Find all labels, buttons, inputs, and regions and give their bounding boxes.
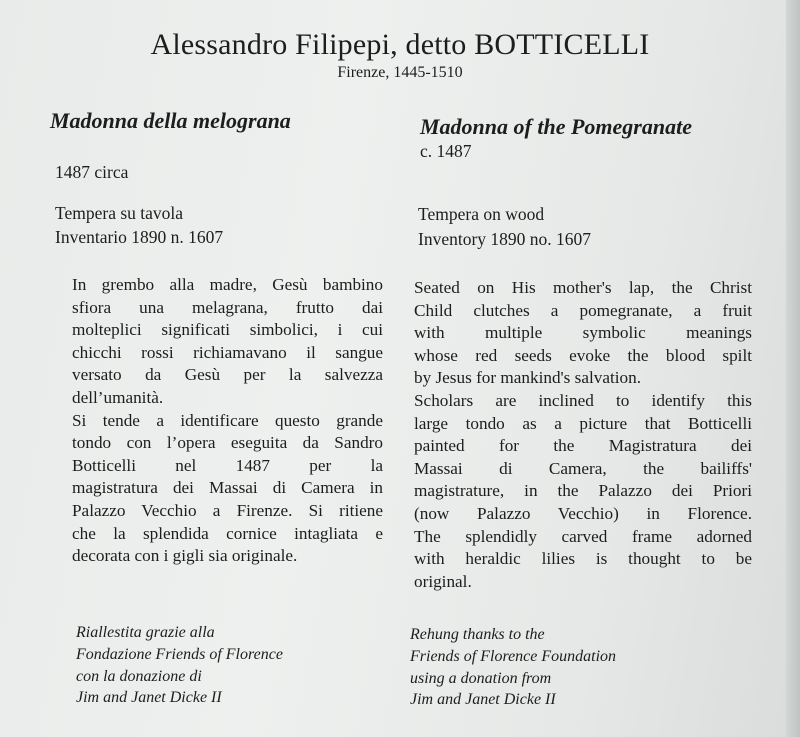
italian-description-line: Botticelli nel 1487 per la	[72, 455, 383, 475]
english-description-line: painted for the Magistratura dei	[414, 436, 752, 456]
english-description-line: Scholars are inclined to identify this	[414, 390, 752, 410]
english-credit-line: using a donation from	[410, 669, 552, 687]
english-description-line: Seated on His mother's lap, the Christ	[414, 278, 752, 297]
english-credit	[410, 624, 616, 711]
italian-date: 1487 circa	[55, 162, 129, 182]
italian-description-line: Si tende a identificare questo grande	[72, 410, 383, 430]
italian-medium: Tempera su tavola	[55, 203, 184, 223]
english-description-line: with multiple symbolic meanings	[414, 323, 752, 343]
english-description-line: original.	[414, 571, 472, 591]
english-description-line: large tondo as a picture that Botticelli	[414, 413, 752, 433]
display-case-edge	[786, 0, 800, 737]
italian-inventory: Inventario 1890 n. 1607	[55, 227, 224, 247]
english-credit-line: Friends of Florence Foundation	[410, 647, 617, 665]
english-credit-line: Jim and Janet Dicke II	[410, 691, 556, 709]
artist-subtitle: Firenze, 1445-1510	[337, 64, 463, 81]
english-description-line: Massai di Camera, the bailiffs'	[414, 458, 752, 478]
italian-description-line: versato da Gesù per la salvezza	[72, 365, 383, 385]
english-medium: Tempera on wood	[418, 204, 545, 224]
italian-description-line: molteplici significati simbolici, i cui	[72, 320, 383, 340]
italian-description-line: che la splendida cornice intagliata e	[72, 523, 383, 543]
english-description-line: whose red seeds evoke the blood spilt	[414, 345, 752, 365]
italian-description-line: In grembo alla madre, Gesù bambino	[72, 275, 383, 294]
english-description-line: with heraldic lilies is thought to be	[414, 549, 752, 569]
italian-description-line: Palazzo Vecchio a Firenze. Si ritiene	[72, 500, 383, 520]
artist-title: Alessandro Filipepi, detto BOTTICELLI	[150, 28, 650, 61]
english-description-line: Child clutches a pomegranate, a fruit	[414, 300, 752, 320]
english-description-line: by Jesus for mankind's salvation.	[414, 368, 641, 388]
italian-description-line: chicchi rossi richiamavano il sangue	[72, 342, 383, 362]
english-heading: Madonna of the Pomegranate	[420, 114, 692, 139]
italian-description-line: sfiora una melagrana, frutto dai	[72, 297, 383, 317]
italian-description-line: dell’umanità.	[72, 387, 164, 407]
italian-description-line: magistratura dei Massai di Camera in	[72, 478, 383, 498]
english-description	[414, 277, 752, 593]
english-inventory: Inventory 1890 no. 1607	[418, 229, 592, 249]
italian-description-line: decorata con i gigli sia originale.	[72, 546, 298, 566]
italian-credit-line: Fondazione Friends of Florence	[76, 645, 283, 663]
english-description-line: magistrature, in the Palazzo dei Priori	[414, 481, 752, 501]
english-description-line: The splendidly carved frame adorned	[414, 526, 752, 546]
english-credit-line: Rehung thanks to the	[410, 626, 545, 643]
italian-credit-line: Riallestita grazie alla	[76, 624, 215, 641]
italian-credit	[76, 622, 283, 709]
english-description-line: (now Palazzo Vecchio) in Florence.	[414, 503, 752, 523]
italian-credit-line: con la donazione di	[76, 667, 202, 685]
italian-description-line: tondo con l’opera eseguita da Sandro	[72, 433, 383, 453]
italian-heading: Madonna della melograna	[50, 108, 291, 133]
italian-description	[72, 274, 383, 568]
italian-credit-line: Jim and Janet Dicke II	[76, 689, 222, 707]
english-date: c. 1487	[420, 141, 472, 161]
